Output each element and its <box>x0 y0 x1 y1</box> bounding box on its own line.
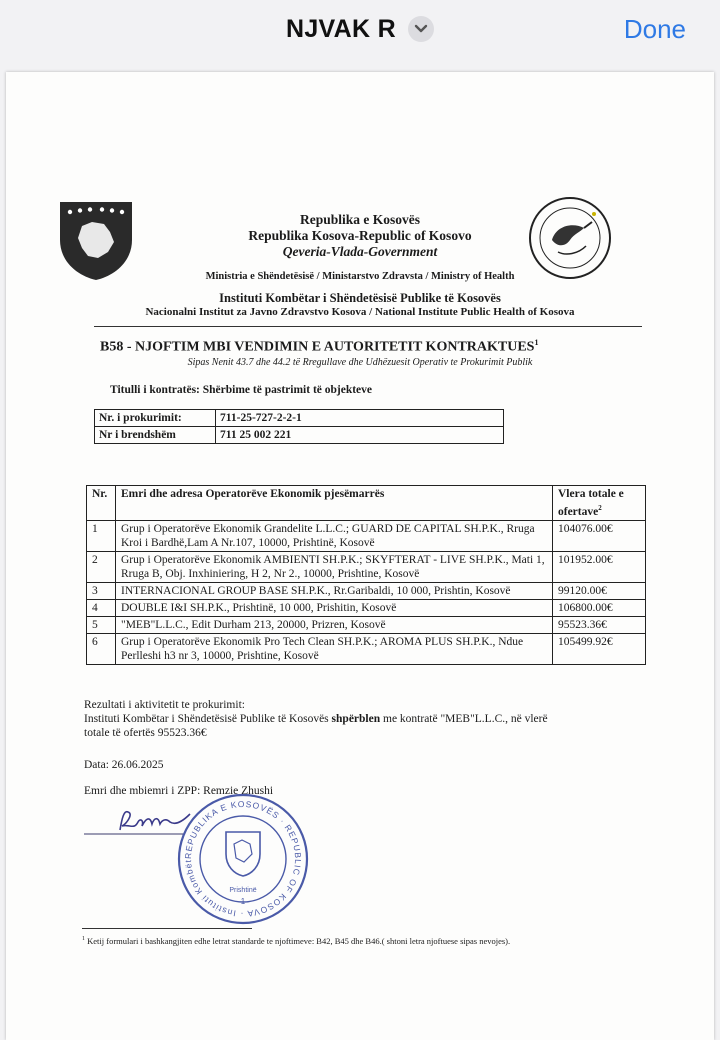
form-title <box>100 338 538 356</box>
offer-value: 95523.36€ <box>553 616 646 633</box>
header-institute-sq: Instituti Kombëtar i Shëndetësisë Publike të Kosovës <box>219 291 501 305</box>
stamp-ring-text: REPUBLIKA E KOSOVËS · REPUBLIC OF KOSOVA · Instituti Kombët <box>182 798 304 920</box>
stamp-number: 1 <box>240 897 246 906</box>
header-country-multilingual: Republika Kosova-Republic of Kosovo <box>248 228 472 243</box>
header-country-sq: Republika e Kosovës <box>299 212 421 227</box>
form-subtitle: Sipas Nenit 43.7 dhe 44.2 të Rregullave dhe Udhëzuesit Operativ te Prokurimit Publik <box>187 357 533 368</box>
internal-number-value: 711 25 002 221 <box>216 427 504 444</box>
document-date: Data: 26.06.2025 <box>84 759 164 771</box>
header-ministry: Ministria e Shëndetësisë / Ministarstvo Zdravsta / Ministry of Health <box>205 271 515 282</box>
document-title[interactable]: NJVAK R <box>286 14 396 43</box>
row-number: 2 <box>87 551 116 582</box>
operator-name-address: INTERNACIONAL GROUP BASE SH.P.K., Rr.Garibaldi, 10 000, Prishtin, Kosovë <box>116 582 553 599</box>
footnote-text: Ketij formulari i bashkangjiten edhe letrat standarde te njoftimeve: B42, B45 dhe B46.( shtoni letra njoftuese sipas nevojes). <box>87 936 511 946</box>
result-text-pre: Instituti Kombëtar i Shëndetësisë Publike të Kosovës <box>84 713 329 725</box>
table-row <box>87 582 646 599</box>
column-header-value-text: Vlera totale e ofertave <box>558 488 624 518</box>
stamp-city: Prishtinë <box>229 887 257 894</box>
footnote-mark: 1 <box>82 936 85 943</box>
operator-name-address: Grup i Operatorëve Ekonomik AMBIENTI SH.P.K.; SKYFTERAT - LIVE SH.P.K., Mati 1, Rruga B, Obj. Inxhiniering, H 2, Nr 2., 10000, Prishtine, Kosovë <box>116 551 553 582</box>
table-row <box>87 599 646 616</box>
procurement-id-table <box>94 409 504 444</box>
result-text-line2: totale të ofertës 95523.36€ <box>84 727 207 739</box>
result-heading: Rezultati i aktivitetit te prokurimit: <box>84 699 245 711</box>
result-text <box>84 712 548 726</box>
offer-value: 104076.00€ <box>553 520 646 551</box>
document-page[interactable] <box>6 72 714 1040</box>
table-row <box>87 633 646 664</box>
viewer-toolbar <box>0 0 720 66</box>
column-header-operator: Emri dhe adresa Operatorëve Ekonomik pjesëmarrës <box>116 486 553 521</box>
table-header-row <box>87 486 646 521</box>
row-number: 5 <box>87 616 116 633</box>
result-text-post: me kontratë "MEB"L.L.C., në vlerë <box>383 713 548 725</box>
table-row <box>87 551 646 582</box>
header-divider <box>94 326 642 327</box>
internal-number-label: Nr i brendshëm <box>95 427 216 444</box>
document-title-control[interactable] <box>0 12 720 46</box>
column-header-value <box>553 486 646 521</box>
result-text-bold: shpërblen <box>331 713 381 725</box>
column-header-value-footnote-mark: 2 <box>598 504 602 512</box>
done-button[interactable]: Done <box>623 14 686 44</box>
table-row <box>87 616 646 633</box>
operator-name-address: Grup i Operatorëve Ekonomik Pro Tech Clean SH.P.K.; AROMA PLUS SH.P.K., Ndue Perlleshi h3 nr 3, 10000, Prishtine, Kosovë <box>116 633 553 664</box>
header-government: Qeveria-Vlada-Government <box>282 244 438 259</box>
form-title-text: B58 - NJOFTIM MBI VENDIMIN E AUTORITETIT KONTRAKTUES <box>100 339 535 355</box>
offer-value: 106800.00€ <box>553 599 646 616</box>
operator-name-address: Grup i Operatorëve Ekonomik Grandelite L.L.C.; GUARD DE CAPITAL SH.P.K., Rruga Kroi i Bardhë,Lam A Nr.107, 10000, Prishtinë, Kosovë <box>116 520 553 551</box>
offer-value: 105499.92€ <box>553 633 646 664</box>
operators-table <box>86 485 646 665</box>
header-institute-sr-en: Nacionalni Institut za Javno Zdravstvo Kosova / National Institute Public Health of Kosova <box>145 306 575 318</box>
table-row <box>87 520 646 551</box>
offer-value: 99120.00€ <box>553 582 646 599</box>
chevron-down-icon[interactable] <box>408 16 434 42</box>
contract-title: Titulli i kontratës: Shërbime të pastrimit të objekteve <box>110 384 373 396</box>
procurement-number-label: Nr. i prokurimit: <box>95 410 216 427</box>
operator-name-address: "MEB"L.L.C., Edit Durham 213, 20000, Prizren, Kosovë <box>116 616 553 633</box>
official-stamp-icon <box>176 792 310 931</box>
offer-value: 101952.00€ <box>553 551 646 582</box>
signatory-name: Emri dhe mbiemri i ZPP: Remzie Zhushi <box>84 785 274 797</box>
row-number: 3 <box>87 582 116 599</box>
table-row <box>95 427 504 444</box>
row-number: 1 <box>87 520 116 551</box>
operator-name-address: DOUBLE I&I SH.P.K., Prishtinë, 10 000, Prishitin, Kosovë <box>116 599 553 616</box>
footnote <box>82 936 510 946</box>
footnote-divider <box>82 928 252 929</box>
column-header-nr: Nr. <box>87 486 116 521</box>
row-number: 4 <box>87 599 116 616</box>
form-title-footnote-mark: 1 <box>534 338 539 347</box>
table-row <box>95 410 504 427</box>
row-number: 6 <box>87 633 116 664</box>
procurement-number-value: 711-25-727-2-2-1 <box>216 410 504 427</box>
